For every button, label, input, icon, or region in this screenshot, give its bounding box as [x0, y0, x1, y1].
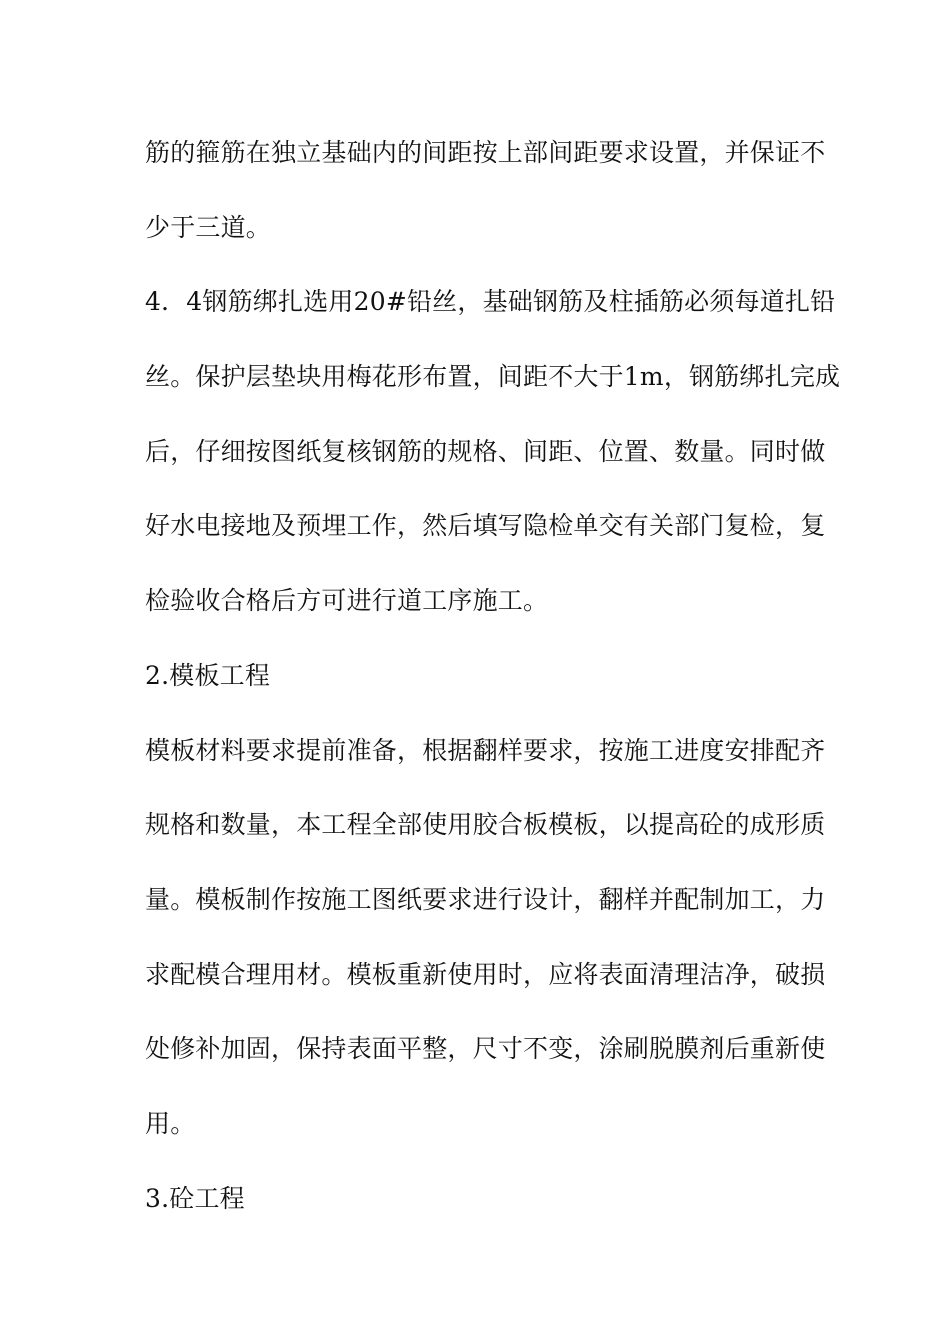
body-text-line: 4．4钢筋绑扎选用20#铅丝，基础钢筋及柱插筋必须每道扎铅 [145, 287, 836, 317]
body-text-line: 量。模板制作按施工图纸要求进行设计，翻样并配制加工，力 [145, 884, 826, 914]
body-text-line: 后，仔细按图纸复核钢筋的规格、间距、位置、数量。同时做 [145, 436, 826, 466]
body-text-line: 检验收合格后方可进行道工序施工。 [145, 586, 549, 616]
body-text-line: 筋的箍筋在独立基础内的间距按上部间距要求设置，并保证不 [145, 138, 826, 167]
section-heading-concrete: 3.砼工程 [145, 1183, 245, 1213]
body-text-line: 丝。保护层垫块用梅花形布置，间距不大于1m，钢筋绑扎完成 [145, 362, 841, 392]
section-heading-formwork: 2.模板工程 [145, 660, 271, 690]
body-text-line: 用。 [145, 1108, 196, 1138]
body-text-line: 求配模合理用材。模板重新使用时，应将表面清理洁净，破损 [145, 959, 826, 989]
body-text-line: 处修补加固，保持表面平整，尺寸不变，涂刷脱膜剂后重新使 [145, 1034, 826, 1064]
body-text-line: 规格和数量，本工程全部使用胶合板模板，以提高砼的成形质 [145, 810, 826, 840]
body-text-line: 好水电接地及预埋工作，然后填写隐检单交有关部门复检，复 [145, 511, 826, 541]
document-body [145, 127, 841, 1247]
body-text-line: 少于三道。 [145, 212, 272, 242]
body-text-line: 模板材料要求提前准备，根据翻样要求，按施工进度安排配齐 [145, 735, 826, 765]
